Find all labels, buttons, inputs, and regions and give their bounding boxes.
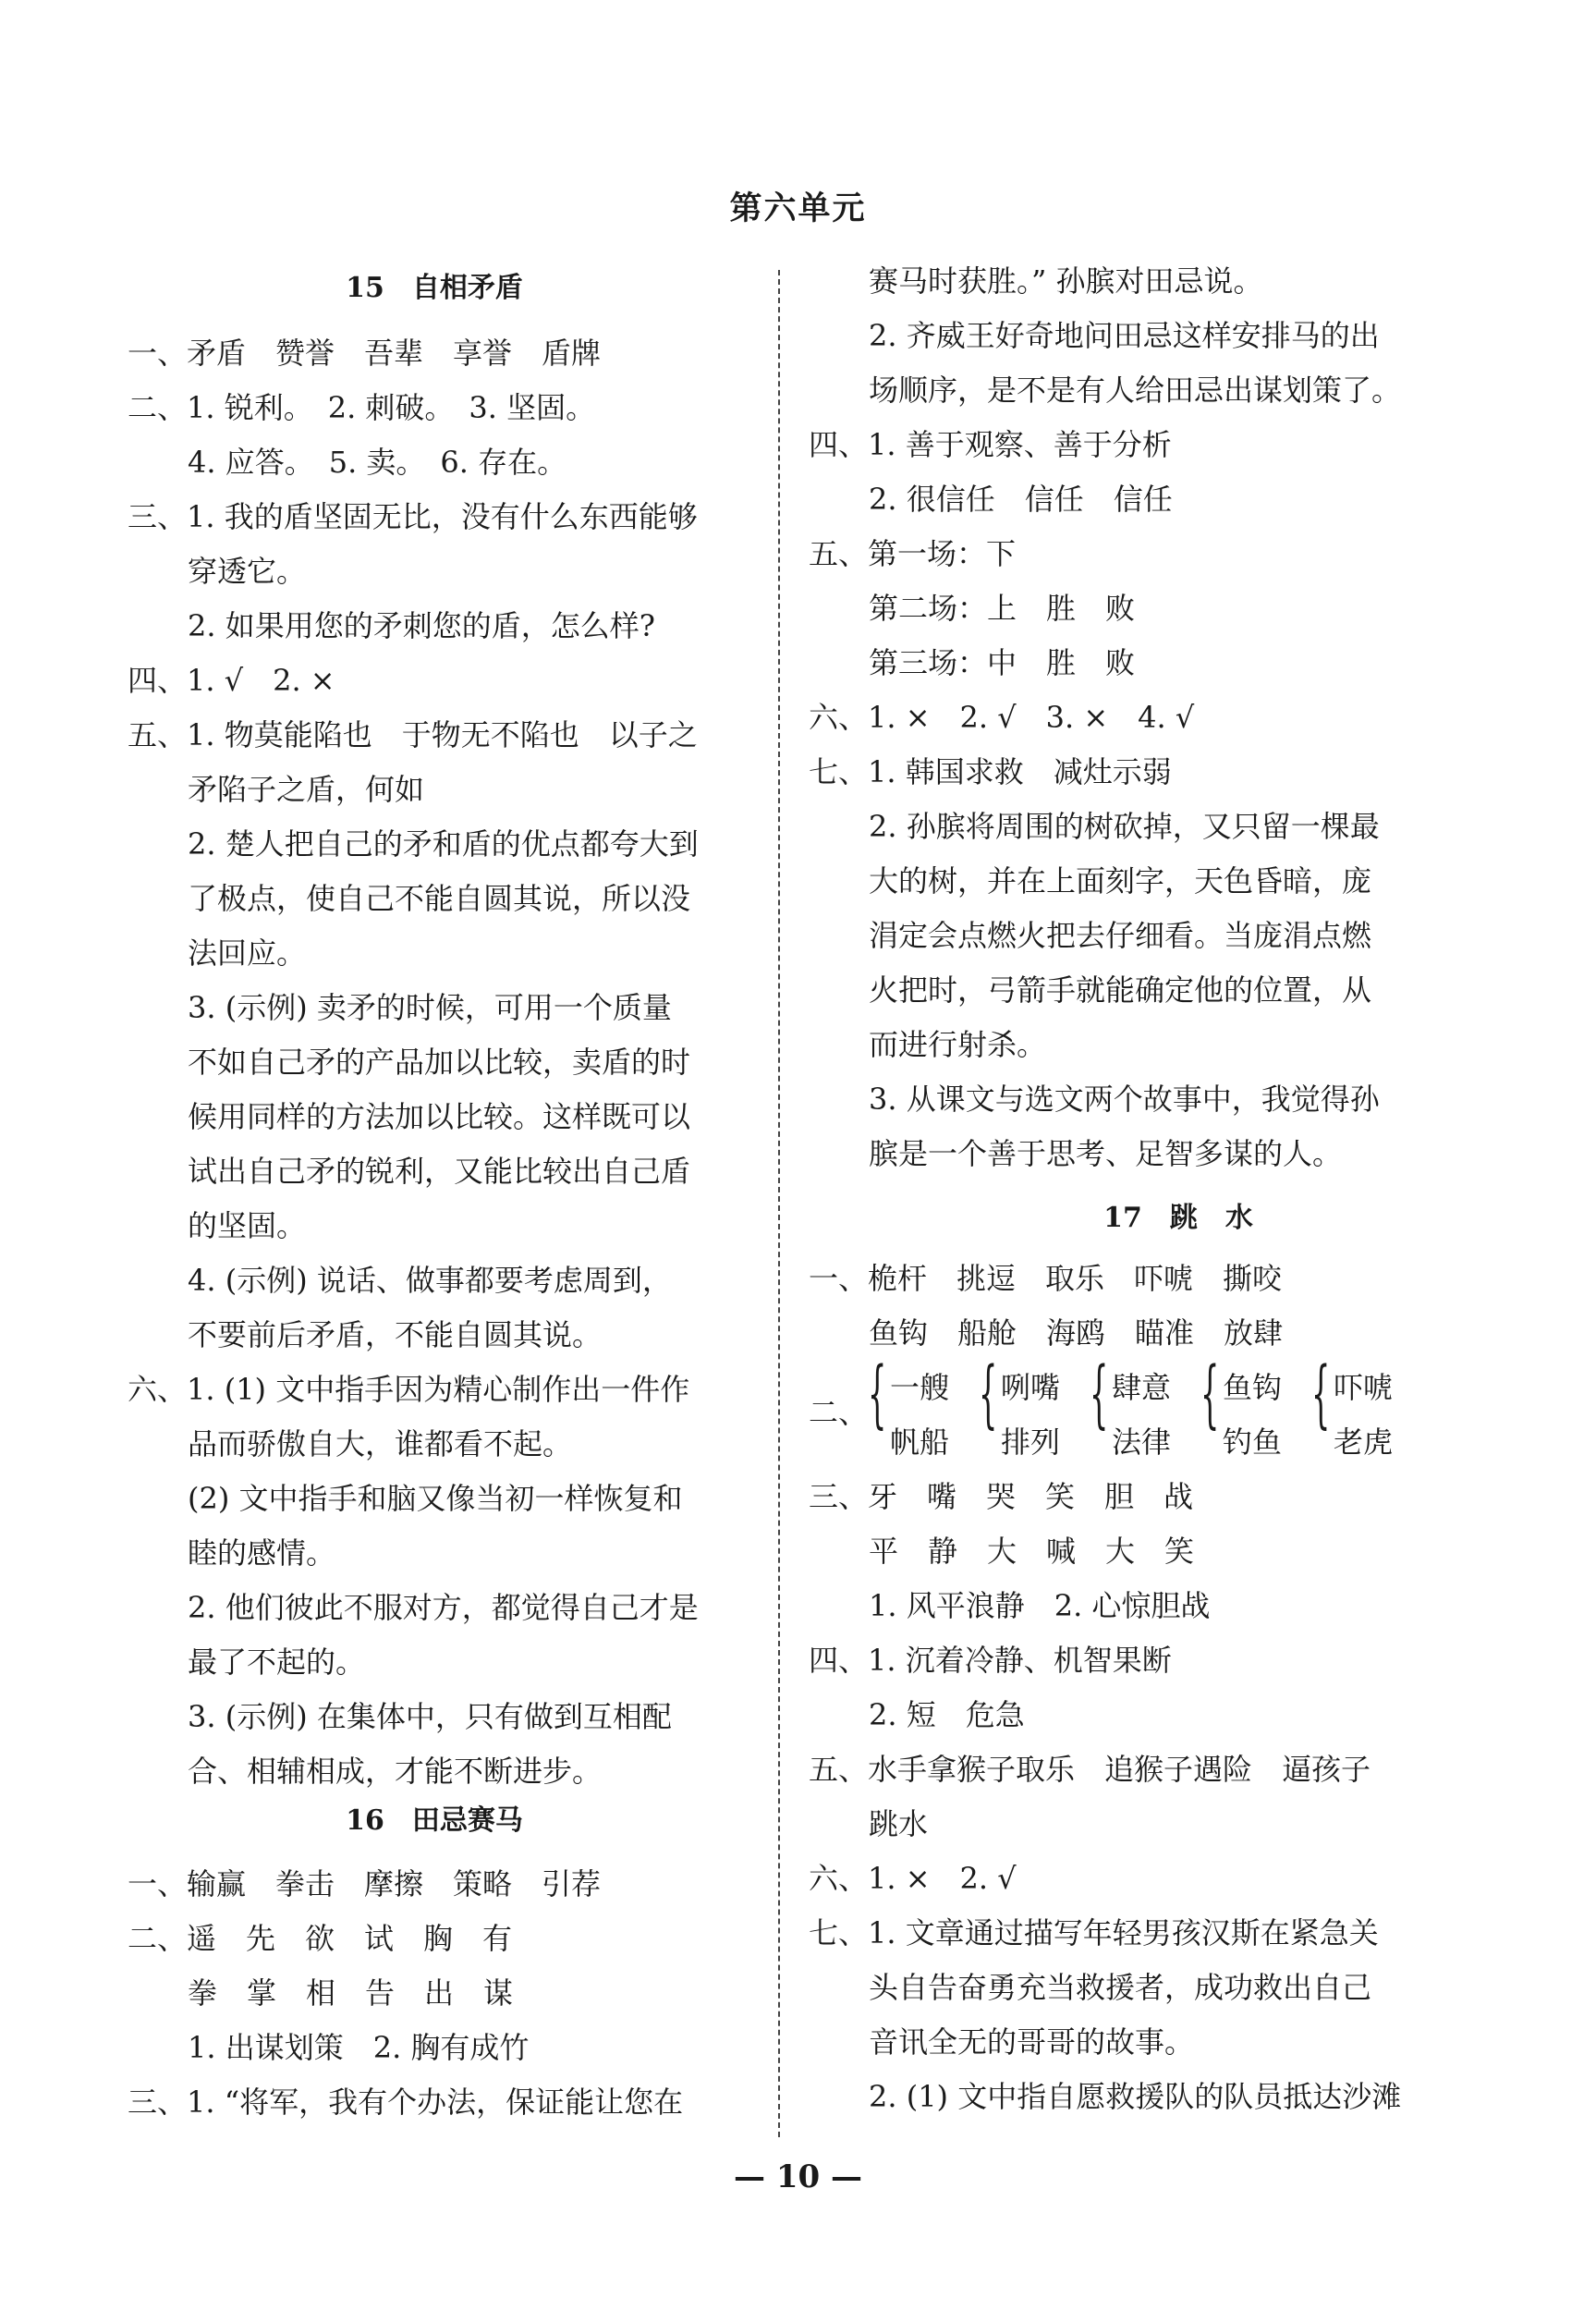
word-pair-bottom: 排列 (1001, 1424, 1061, 1460)
answer-line: (2) 文中指手和脑又像当初一样恢复和 (188, 1481, 683, 1516)
answer-line: 七、1. 韩国求救 减灶示弱 (809, 754, 1172, 789)
answer-line: 一、桅杆 挑逗 取乐 吓唬 撕咬 (809, 1261, 1283, 1296)
section-title-16: 16 田忌赛马 (346, 1804, 523, 1837)
answer-line: 的坚固。 (188, 1208, 307, 1243)
answer-line: 最了不起的。 (188, 1644, 366, 1680)
answer-line: 第三场：中 胜 败 (869, 645, 1136, 680)
answer-line: 场顺序，是不是有人给田忌出谋划策了。 (869, 373, 1402, 408)
word-pair-top: 肆意 (1112, 1370, 1172, 1405)
answer-line: 平 静 大 喊 大 笑 (869, 1534, 1195, 1569)
answer-line: 五、第一场：下 (809, 536, 1017, 571)
answer-line: 4. (示例) 说话、做事都要考虑周到， (188, 1263, 672, 1298)
answer-line: 2. (1) 文中指自愿救援队的队员抵达沙滩 (869, 2079, 1402, 2114)
answer-line: 穿透它。 (188, 554, 307, 589)
answer-line: 拳 掌 相 告 出 谋 (188, 1975, 514, 2011)
answer-line: 而进行射杀。 (869, 1027, 1047, 1062)
answer-line: 六、1. (1) 文中指手因为精心制作出一件作 (128, 1372, 690, 1407)
section-title-17: 17 跳 水 (1103, 1202, 1253, 1234)
answer-line: 二、1. 锐利。 2. 刺破。 3. 坚固。 (128, 390, 596, 425)
answer-line: 候用同样的方法加以比较。这样既可以 (188, 1099, 691, 1134)
answer-line: 膑是一个善于思考、足智多谋的人。 (869, 1136, 1343, 1171)
brace-icon: { (868, 1351, 887, 1437)
answer-line: 四、1. √ 2. × (128, 663, 335, 698)
brace-icon: { (1090, 1351, 1109, 1437)
answer-line: 2. 如果用您的矛刺您的盾，怎么样? (188, 608, 655, 643)
answer-line: 五、水手拿猴子取乐 追猴子遇险 逼孩子 (809, 1752, 1371, 1787)
word-pair-top: 吓唬 (1334, 1370, 1394, 1405)
answer-line: 3. (示例) 在集体中，只有做到互相配 (188, 1699, 672, 1734)
question-label: 二、 (809, 1395, 869, 1430)
answer-line: 4. 应答。 5. 卖。 6. 存在。 (188, 445, 567, 480)
answer-line: 三、1. “将军，我有个办法，保证能让您在 (128, 2085, 684, 2120)
answer-line: 2. 孙膑将周围的树砍掉，又只留一棵最 (869, 809, 1380, 844)
answer-line: 1. 风平浪静 2. 心惊胆战 (869, 1588, 1211, 1623)
answer-line: 3. (示例) 卖矛的时候，可用一个质量 (188, 990, 672, 1025)
answer-line: 2. 齐威王好奇地问田忌这样安排马的出 (869, 318, 1380, 353)
brace-icon: { (979, 1351, 998, 1437)
answer-line: 一、输赢 拳击 摩擦 策略 引荐 (128, 1866, 602, 1901)
section-title-15: 15 自相矛盾 (346, 272, 523, 304)
answer-line: 试出自己矛的锐利，又能比较出自己盾 (188, 1154, 691, 1189)
answer-line: 1. 出谋划策 2. 胸有成竹 (188, 2030, 530, 2065)
answer-line: 不如自己矛的产品加以比较，卖盾的时 (188, 1045, 691, 1080)
answer-line: 二、遥 先 欲 试 胸 有 (128, 1921, 513, 1956)
answer-line: 3. 从课文与选文两个故事中，我觉得孙 (869, 1082, 1380, 1117)
word-pair-bottom: 帆船 (890, 1424, 950, 1460)
answer-line: 四、1. 善于观察、善于分析 (809, 427, 1172, 462)
answer-line: 五、1. 物莫能陷也 于物无不陷也 以子之 (128, 717, 698, 752)
answer-line: 三、牙 嘴 哭 笑 胆 战 (809, 1479, 1194, 1514)
answer-line: 矛陷子之盾，何如 (188, 772, 425, 807)
answer-line: 鱼钩 船舱 海鸥 瞄准 放肆 (869, 1315, 1284, 1351)
answer-line: 2. 很信任 信任 信任 (869, 482, 1173, 517)
answer-line: 了极点，使自己不能自圆其说，所以没 (188, 881, 691, 916)
word-pair-bottom: 法律 (1112, 1424, 1172, 1460)
answer-line: 大的树，并在上面刻字，天色昏暗，庞 (869, 863, 1372, 899)
answer-line: 赛马时获胜。” 孙膑对田忌说。 (869, 263, 1263, 299)
brace-icon: { (1311, 1351, 1331, 1437)
answer-line: 一、矛盾 赞誉 吾辈 享誉 盾牌 (128, 336, 602, 371)
answer-line: 音讯全无的哥哥的故事。 (869, 2024, 1195, 2060)
answer-line: 六、1. × 2. √ (809, 1861, 1017, 1896)
column-divider (778, 270, 780, 2137)
answer-line: 不要前后矛盾，不能自圆其说。 (188, 1317, 603, 1352)
answer-line: 2. 楚人把自己的矛和盾的优点都夸大到 (188, 826, 699, 862)
answer-line: 四、1. 沉着冷静、机智果断 (809, 1643, 1172, 1678)
word-pair-bottom: 钓鱼 (1223, 1424, 1283, 1460)
answer-line: 法回应。 (188, 935, 307, 971)
answer-line: 品而骄傲自大，谁都看不起。 (188, 1426, 573, 1461)
answer-line: 涓定会点燃火把去仔细看。当庞涓点燃 (869, 918, 1372, 953)
word-pair-bottom: 老虎 (1334, 1424, 1394, 1460)
answer-line: 2. 他们彼此不服对方，都觉得自己才是 (188, 1590, 699, 1625)
unit-title: 第六单元 (729, 190, 867, 227)
brace-icon: { (1200, 1351, 1220, 1437)
word-pair-top: 咧嘴 (1001, 1370, 1061, 1405)
page-number: — 10 — (734, 2158, 862, 2195)
answer-line: 头自告奋勇充当救援者，成功救出自己 (869, 1970, 1372, 2005)
answer-line: 七、1. 文章通过描写年轻男孩汉斯在紧急关 (809, 1915, 1379, 1950)
answer-line: 跳水 (869, 1806, 929, 1841)
answer-line: 六、1. × 2. √ 3. × 4. √ (809, 700, 1195, 735)
answer-line: 合、相辅相成，才能不断进步。 (188, 1754, 603, 1789)
answer-line: 第二场：上 胜 败 (869, 591, 1136, 626)
answer-line: 2. 短 危急 (869, 1697, 1025, 1732)
answer-line: 火把时，弓箭手就能确定他的位置，从 (869, 972, 1372, 1008)
word-pair-top: 一艘 (890, 1370, 950, 1405)
answer-line: 三、1. 我的盾坚固无比，没有什么东西能够 (128, 499, 698, 534)
word-pair-top: 鱼钩 (1223, 1370, 1283, 1405)
answer-line: 睦的感情。 (188, 1535, 336, 1571)
